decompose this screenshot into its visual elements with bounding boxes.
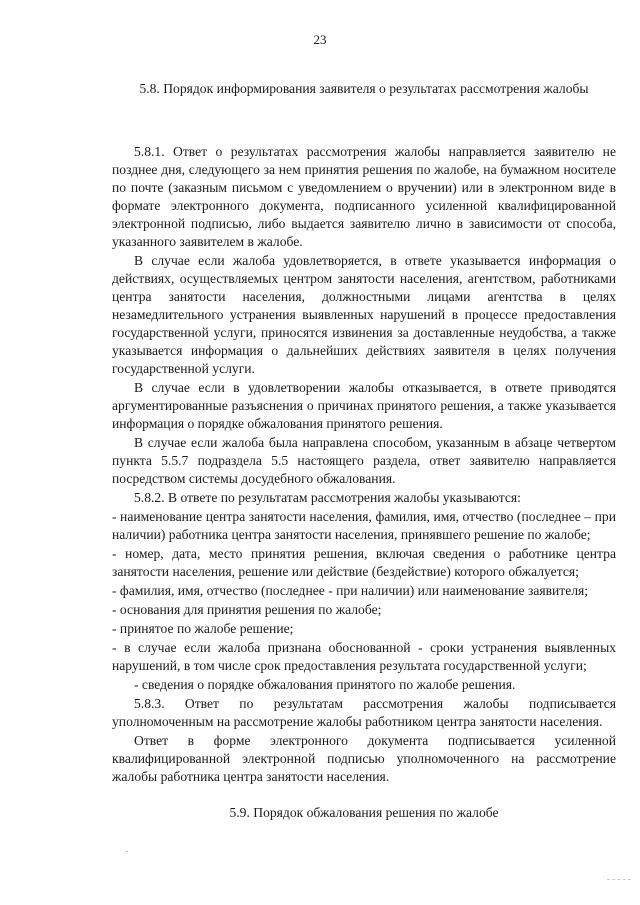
paragraph-refused: В случае если в удовлетворении жалобы отказывается, в ответе приводятся аргументированные разъяснения о причинах принятого решения, а также указывается информация о порядке обжалования принятого решения. (112, 380, 616, 431)
page-number: 23 (313, 32, 327, 47)
paragraph-electronic-signature: Ответ в форме электронного документа подписывается усиленной квалифицированной электронной подписью уполномоченного на рассмотрение жалобы работника центра занятости населения. (112, 733, 616, 784)
paragraph-5-8-2: 5.8.2. В ответе по результатам рассмотрения жалобы указываются: (134, 490, 521, 505)
paragraph-5-8-1: 5.8.1. Ответ о результатах рассмотрения жалобы направляется заявителю не позднее дня, следующего за нем принятия решения по жалобе, на бумажном носителе по почте (заказным письмом с уведомлением о вручении) или в электронном виде в формате электронного документа, подписанного усиленной квалифицированной электронной подписью, либо выдается заявителю лично в зависимости от способа, указанного заявителем в жалобе. (112, 144, 616, 249)
list-item: - основания для принятия решения по жалобе; (112, 602, 382, 617)
paragraph-5-8-3: 5.8.3. Ответ по результатам рассмотрения жалобы подписывается уполномоченным на рассмотрение жалобы работником центра занятости населения. (112, 696, 616, 729)
paragraph-system-response: В случае если жалоба была направлена способом, указанным в абзаце четвертом пункта 5.5.7 подраздела 5.5 настоящего раздела, ответ заявителю направляется посредством системы досудебного обжалования. (112, 435, 616, 486)
list-item: - сведения о порядке обжалования принятого по жалобе решения. (134, 677, 516, 692)
list-item: - в случае если жалоба признана обоснованной - сроки устранения выявленных нарушений, в том числе срок предоставления результата государственной услуги; (112, 640, 616, 673)
list-item: - номер, дата, место принятия решения, включая сведения о работнике центра занятости населения, решение или действие (бездействие) которого обжалуется; (112, 546, 616, 579)
list-item: - принятое по жалобе решение; (112, 621, 294, 636)
next-section-title: 5.9. Порядок обжалования решения по жалобе (229, 805, 499, 820)
section-title: 5.8. Порядок информирования заявителя о результатах рассмотрения жалобы (139, 81, 589, 96)
list-item: - фамилия, имя, отчество (последнее - при наличии) или наименование заявителя; (112, 583, 589, 598)
list-item: - наименование центра занятости населения, фамилия, имя, отчество (последнее – при наличии) работника центра занятости населения, принявшего решение по жалобе; (112, 509, 616, 542)
paragraph-satisfied: В случае если жалоба удовлетворяется, в ответе указывается информация о действиях, осуществляемых центром занятости населения, агентством, работниками центра занятости населения, должностными лицами агентства в целях незамедлительного устранения выявленных нарушений в процессе предоставления государственной услуги, приносятся извинения за доставленные неудобства, а также указывается информация о дальнейших действиях заявителя в целях получения государственной услуги. (112, 253, 616, 376)
scan-mark (126, 851, 128, 852)
document-body (112, 143, 616, 787)
scan-mark (607, 879, 631, 881)
